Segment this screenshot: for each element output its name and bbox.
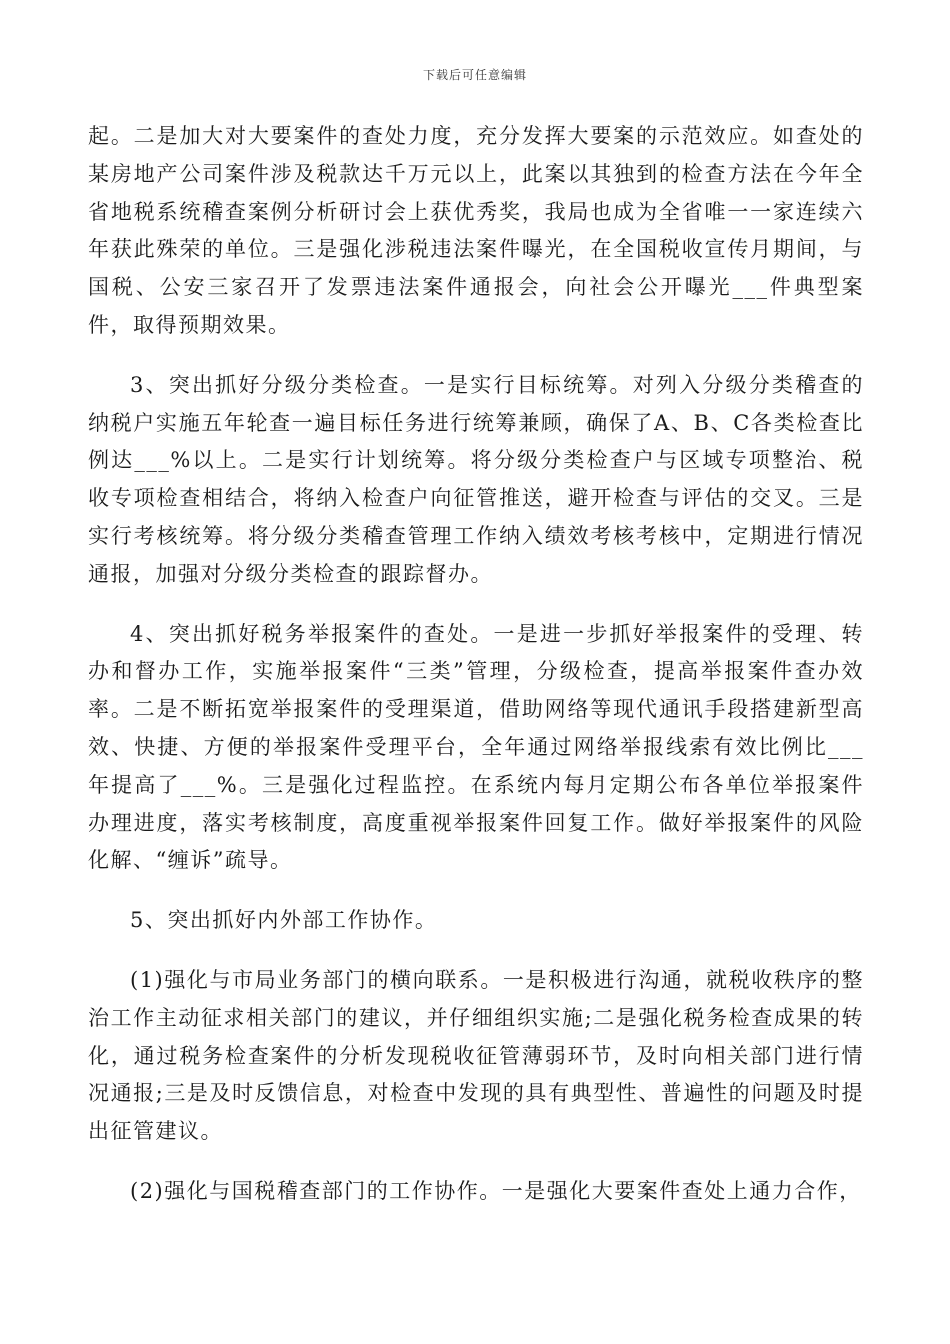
document-body: [88, 118, 864, 1233]
paragraph-section-4: 4、突出抓好税务举报案件的查处。一是进一步抓好举报案件的受理、转办和督办工作，实施举报案件“三类”管理，分级检查，提高举报案件查办效率。二是不断拓宽举报案件的受理渠道，借助网络等现代通讯手段搭建新型高效、快捷、方便的举报案件受理平台，全年通过网络举报线索有效比例比___年提高了___%。三是强化过程监控。在系统内每月定期公布各单位举报案件办理进度，落实考核制度，高度重视举报案件回复工作。做好举报案件的风险化解、“缠诉”疏导。: [88, 621, 864, 873]
paragraph-subsection-2: (2)强化与国税稽查部门的工作协作。一是强化大要案件查处上通力合作，: [130, 1178, 862, 1203]
paragraph-section-5: 5、突出抓好内外部工作协作。: [130, 908, 438, 933]
paragraph-continuation: 起。二是加大对大要案件的查处力度，充分发挥大要案的示范效应。如查处的某房地产公司案件涉及税款达千万元以上，此案以其独到的检查方法在今年全省地税系统稽查案例分析研讨会上获优秀奖，我局也成为全省唯一一家连续六年获此殊荣的单位。三是强化涉税违法案件曝光，在全国税收宣传月期间，与国税、公安三家召开了发票违法案件通报会，向社会公开曝光___件典型案件，取得预期效果。: [88, 124, 864, 337]
paragraph-section-3: 3、突出抓好分级分类检查。一是实行目标统筹。对列入分级分类稽查的纳税户实施五年轮查一遍目标任务进行统筹兼顾，确保了A、B、C各类检查比例达___%以上。二是实行计划统筹。将分级分类检查户与区域专项整治、税收专项检查相结合，将纳入检查户向征管推送，避开检查与评估的交叉。三是实行考核统筹。将分级分类稽查管理工作纳入绩效考核考核中，定期进行情况通报，加强对分级分类检查的跟踪督办。: [88, 372, 864, 586]
page-header: 下载后可任意编辑: [422, 68, 527, 82]
paragraph-subsection-1: (1)强化与市局业务部门的横向联系。一是积极进行沟通，就税收秩序的整治工作主动征求相关部门的建议，并仔细组织实施;二是强化税务检查成果的转化，通过税务检查案件的分析发现税收征管薄弱环节，及时向相关部门进行情况通报;三是及时反馈信息，对检查中发现的具有典型性、普遍性的问题及时提出征管建议。: [88, 967, 864, 1144]
